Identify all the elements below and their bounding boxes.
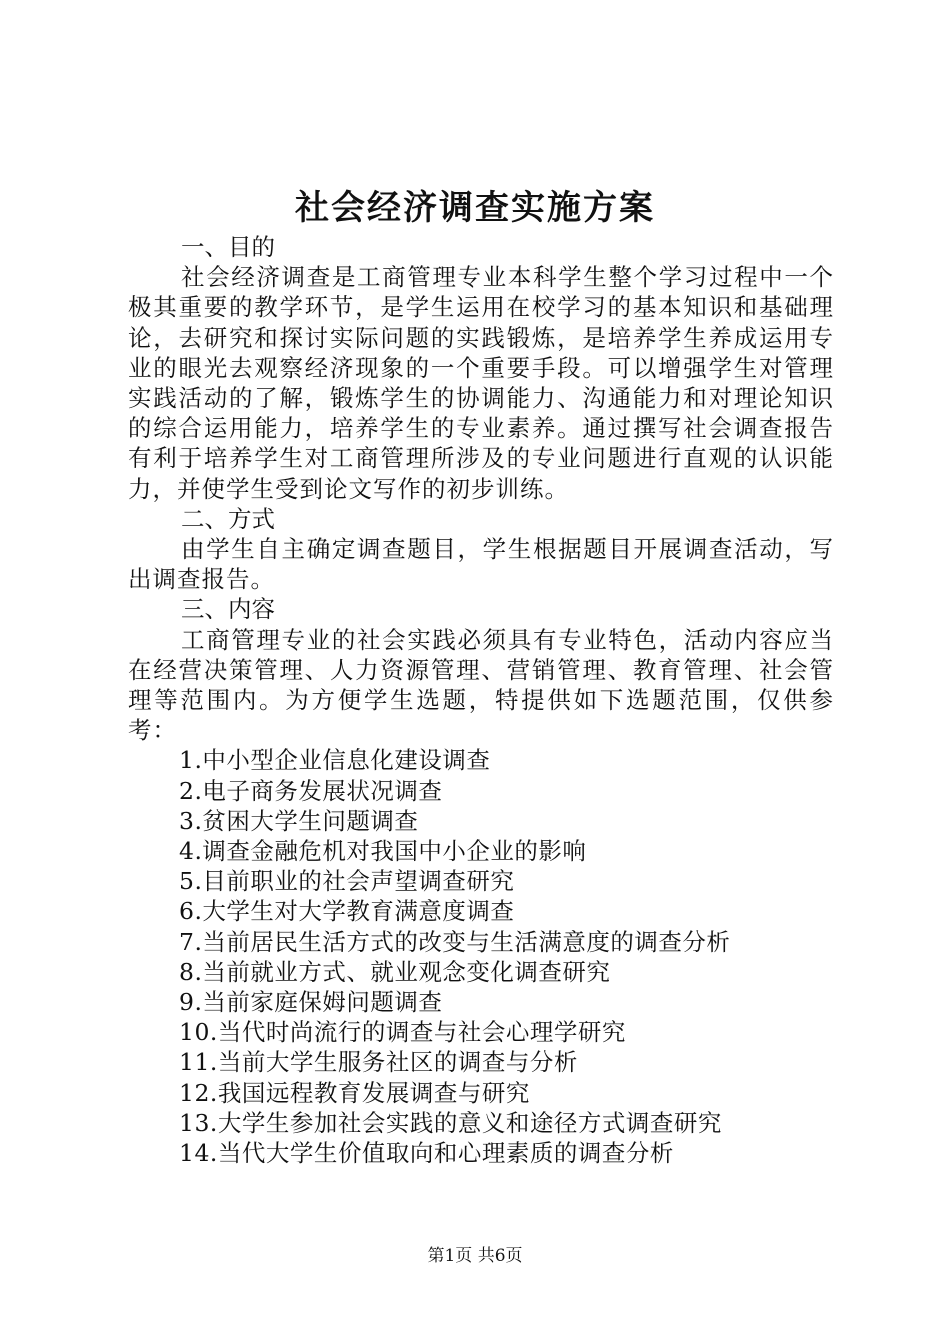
list-item: 8.当前就业方式、就业观念变化调查研究 (179, 957, 611, 986)
list-item: 12.我国远程教育发展调查与研究 (179, 1078, 530, 1107)
section-heading: 三、内容 (181, 595, 275, 624)
section-heading: 二、方式 (181, 504, 275, 533)
list-item: 6.大学生对大学教育满意度调查 (179, 897, 515, 926)
list-item: 3.贫困大学生问题调查 (179, 806, 419, 835)
list-item: 11.当前大学生服务社区的调查与分析 (179, 1048, 578, 1077)
paragraph: 由学生自主确定调查题目，学生根据题目开展调查活动，写出调查报告。 (128, 535, 834, 594)
section-heading: 一、目的 (181, 233, 275, 261)
list-item: 13.大学生参加社会实践的意义和途径方式调查研究 (179, 1108, 722, 1137)
list-item: 14.当代大学生价值取向和心理素质的调查分析 (179, 1139, 674, 1168)
list-item: 10.当代时尚流行的调查与社会心理学研究 (179, 1018, 626, 1047)
document-body (128, 232, 834, 1168)
list-item: 7.当前居民生活方式的改变与生活满意度的调查分析 (179, 927, 731, 956)
paragraph: 社会经济调查是工商管理专业本科学生整个学习过程中一个极其重要的教学环节，是学生运用在校学习的基本知识和基础理论，去研究和探讨实际问题的实践锻炼，是培养学生养成运用专业的眼光去观察经济现象的一个重要手段。可以增强学生对管理实践活动的了解，锻炼学生的协调能力、沟通能力和对理论知识的综合运用能力，培养学生的专业素养。通过撰写社会调查报告有利于培养学生对工商管理所涉及的专业问题进行直观的认识能力，并使学生受到论文写作的初步训练。 (128, 263, 834, 503)
page-footer: 第1页 共6页 (427, 1246, 523, 1266)
list-item: 2.电子商务发展状况调查 (179, 776, 443, 805)
list-item: 1.中小型企业信息化建设调查 (179, 746, 491, 775)
list-item: 9.当前家庭保姆问题调查 (179, 988, 443, 1017)
document-title: 社会经济调查实施方案 (295, 188, 655, 228)
paragraph: 工商管理专业的社会实践必须具有专业特色，活动内容应当在经营决策管理、人力资源管理、营销管理、教育管理、社会管理等范围内。为方便学生选题，特提供如下选题范围，仅供参考： (128, 625, 834, 745)
list-item: 4.调查金融危机对我国中小企业的影响 (179, 837, 587, 866)
list-item: 5.目前职业的社会声望调查研究 (179, 867, 515, 896)
